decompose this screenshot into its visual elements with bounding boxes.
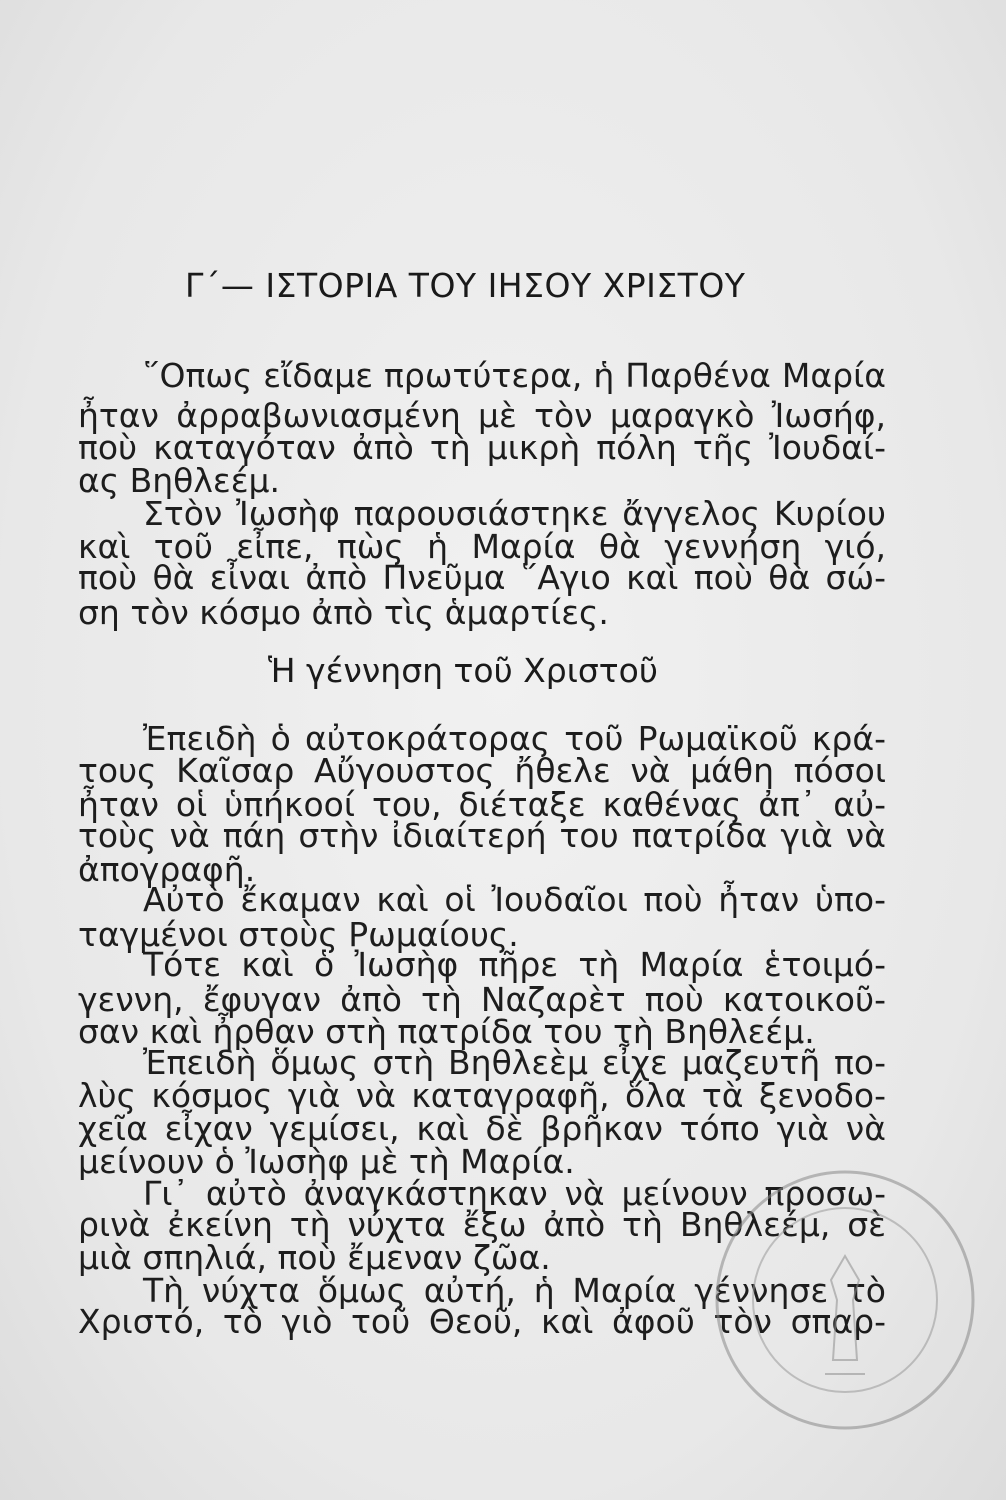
text-line: ἦταν οἱ ὑπήκοοί του, διέταξε καθένας ἀπ᾿ αὐ- (78, 785, 886, 824)
text-line: ση τὸν κόσμο ἀπὸ τὶς ἁμαρτίες. (78, 593, 609, 632)
text-line: καὶ τοῦ εἶπε, πὼς ἡ Μαρία θὰ γεννήση γιό, (78, 527, 886, 566)
text-line: Ἐπειδὴ ὅμως στὴ Βηθλεὲμ εἶχε μαζευτῆ πο- (143, 1043, 886, 1082)
text-line: σαν καὶ ἦρθαν στὴ πατρίδα του τὴ Βηθλεέμ. (78, 1012, 815, 1051)
text-line: λὺς κόσμος γιὰ νὰ καταγραφῆ, ὅλα τὰ ξενοδο- (78, 1076, 886, 1115)
text-line: γεννη, ἔφυγαν ἀπὸ τὴ Ναζαρὲτ ποὺ κατοικοῦ- (78, 980, 886, 1019)
text-line: Αὐτὸ ἔκαμαν καὶ οἱ Ἰουδαῖοι ποὺ ἦταν ὑπο- (143, 880, 886, 919)
text-line: Χριστό, τὸ γιὸ τοῦ Θεοῦ, καὶ ἀφοῦ τὸν σπαρ- (78, 1302, 886, 1341)
text-line: Γι᾿ αὐτὸ ἀναγκάστηκαν νὰ μείνουν προσω- (143, 1174, 886, 1213)
text-line: Ἐπειδὴ ὁ αὐτοκράτορας τοῦ Ρωμαϊκοῦ κρά- (143, 719, 886, 758)
text-line: ῞Οπως εἴδαμε πρωτύτερα, ἡ Παρθένα Μαρία (143, 356, 886, 395)
text-line: ρινὰ ἐκείνη τὴ νύχτα ἔξω ἀπὸ τὴ Βηθλεέμ, σὲ (78, 1205, 886, 1244)
section-subheading: Ἡ γέννηση τοῦ Χριστοῦ (268, 651, 658, 690)
text-line: μιὰ σπηλιά, ποὺ ἔμεναν ζῶα. (78, 1238, 551, 1277)
text-line: ἦταν ἀρραβωνιασμένη μὲ τὸν μαραγκὸ Ἰωσήφ, (78, 396, 886, 435)
text-line: μείνουν ὁ Ἰωσὴφ μὲ τὴ Μαρία. (78, 1142, 575, 1181)
chapter-title: Γ΄— ΙΣΤΟΡΙΑ ΤΟΥ ΙΗΣΟΥ ΧΡΙΣΤΟΥ (185, 266, 746, 305)
text-line: Στὸν Ἰωσὴφ παρουσιάστηκε ἄγγελος Κυρίου (143, 494, 886, 533)
text-line: ταγμένοι στοὺς Ρωμαίους. (78, 915, 519, 954)
library-stamp (705, 1160, 985, 1440)
text-line: Τὴ νύχτα ὅμως αὐτή, ἡ Μαρία γέννησε τὸ (143, 1271, 886, 1310)
text-line: ἀπογραφῆ. (78, 850, 256, 889)
text-line: τοὺς νὰ πάη στὴν ἰδιαίτερή του πατρίδα γιὰ νὰ (78, 816, 886, 855)
text-line: ας Βηθλεέμ. (78, 461, 281, 500)
text-line: ποὺ καταγόταν ἀπὸ τὴ μικρὴ πόλη τῆς Ἰουδαί- (78, 428, 886, 467)
text-line: ποὺ θὰ εἶναι ἀπὸ Πνεῦμα ῞Αγιο καὶ ποὺ θὰ σώ- (78, 558, 886, 597)
text-line: τους Καῖσαρ Αὔγουστος ἤθελε νὰ μάθη πόσοι (78, 751, 886, 790)
text-line: Τότε καὶ ὁ Ἰωσὴφ πῆρε τὴ Μαρία ἑτοιμό- (143, 945, 886, 984)
text-line: χεῖα εἶχαν γεμίσει, καὶ δὲ βρῆκαν τόπο γιὰ νὰ (78, 1109, 886, 1148)
